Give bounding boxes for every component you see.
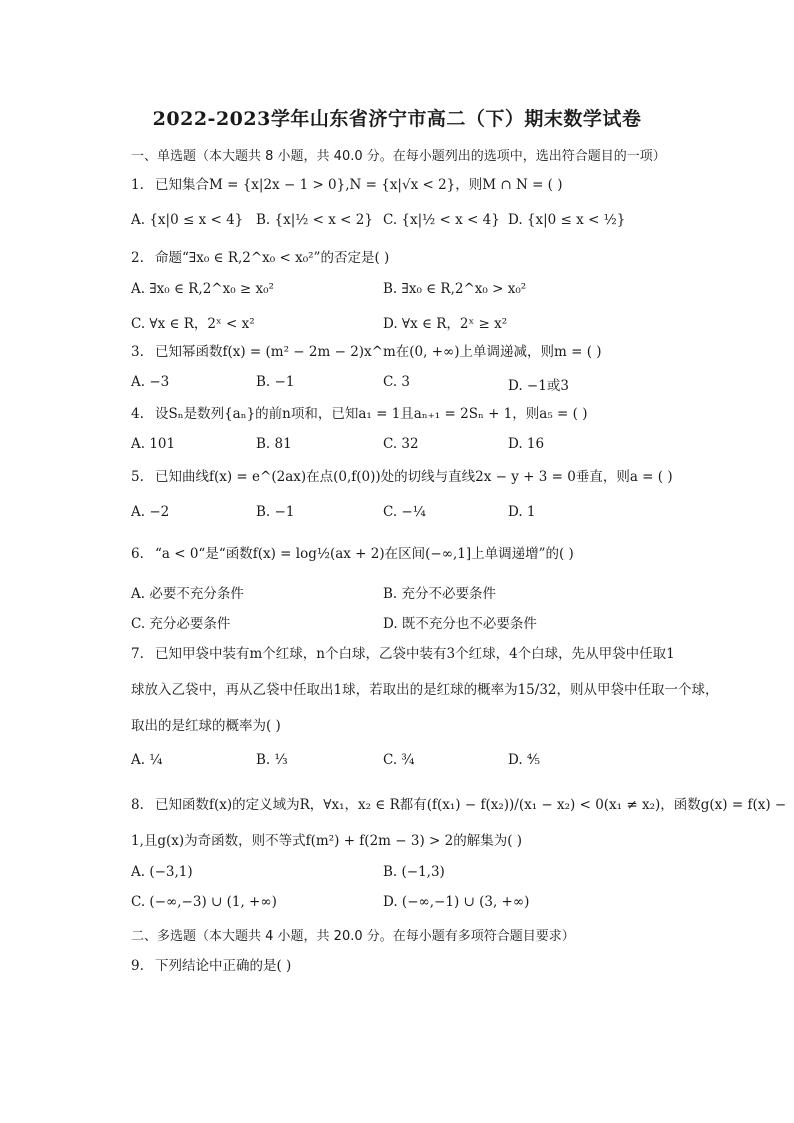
option-a: A. ¼ (131, 752, 163, 768)
question-8-line-2: 1,且g(x)为奇函数，则不等式f(m²) + f(2m − 3) > 2的解集为( ) (131, 833, 523, 849)
options-q5 (131, 504, 691, 526)
option-c: C. ¾ (383, 752, 415, 768)
option-d: D. 既不充分也不必要条件 (383, 616, 537, 632)
question-text: 已知集合M = {x|2x − 1 > 0},N = {x|√x < 2}，则M ∩ N = ( ) (155, 177, 563, 193)
question-number: 3. (131, 344, 144, 360)
option-a: A. −2 (131, 504, 170, 520)
question-9 (131, 949, 691, 983)
question-3 (131, 335, 691, 369)
option-a: A. {x|0 ≤ x < 4} (131, 212, 244, 228)
question-text: 下列结论中正确的是( ) (155, 958, 292, 974)
option-d: D. {x|0 ≤ x < ½} (508, 212, 626, 228)
question-number: 2. (131, 250, 144, 266)
options-q6-row2 (131, 612, 691, 634)
option-a: A. ∃x₀ ∈ R,2^x₀ ≥ x₀² (131, 281, 274, 297)
option-b: B. 充分不必要条件 (383, 586, 497, 602)
question-text: 设Sₙ是数列{aₙ}的前n项和，已知a₁ = 1且aₙ₊₁ = 2Sₙ + 1，则a₅ = ( ) (155, 406, 588, 422)
options-q3 (131, 374, 691, 396)
option-b: B. {x|½ < x < 2} (256, 212, 373, 228)
option-b: B. ∃x₀ ∈ R,2^x₀ > x₀² (383, 281, 527, 297)
question-2 (131, 241, 691, 275)
option-d: D. 16 (508, 436, 545, 452)
option-a: A. 101 (131, 436, 176, 452)
options-q1 (131, 212, 691, 234)
option-c: C. 32 (383, 436, 419, 452)
question-number: 8. (131, 797, 144, 813)
question-number: 1. (131, 177, 144, 193)
options-q2-row1 (131, 281, 691, 303)
option-b: B. 81 (256, 436, 292, 452)
options-q8-row1 (131, 864, 691, 886)
options-q2-row2 (131, 312, 691, 334)
question-1 (131, 168, 691, 202)
option-a: A. (−3,1) (131, 864, 193, 880)
question-7-line-2: 球放入乙袋中，再从乙袋中任取出1球，若取出的是红球的概率为15/32，则从甲袋中任取一个球， (131, 682, 719, 698)
question-7 (131, 637, 691, 671)
options-q8-row2 (131, 894, 691, 916)
option-a: A. 必要不充分条件 (131, 586, 244, 602)
option-b: B. −1 (256, 504, 295, 520)
option-a: A. −3 (131, 374, 170, 390)
question-6 (131, 537, 691, 571)
option-c: C. 充分必要条件 (131, 616, 231, 632)
options-q6-row1 (131, 582, 691, 604)
option-c: C. −¼ (383, 504, 426, 520)
options-q7 (131, 752, 691, 774)
question-number: 5. (131, 469, 144, 485)
question-text: 已知曲线f(x) = e^(2ax)在点(0,f(0))处的切线与直线2x − y + 3 = 0垂直，则a = ( ) (155, 469, 673, 485)
question-5 (131, 460, 691, 494)
option-d: D. 1 (508, 504, 536, 520)
section-heading-multiple-choice: 二、多选题（本大题共 4 小题，共 20.0 分。在每小题有多项符合题目要求） (131, 929, 575, 944)
option-b: B. (−1,3) (383, 864, 445, 880)
option-d: D. ⅘ (508, 752, 541, 768)
question-text: 已知幂函数f(x) = (m² − 2m − 2)x^m在(0, +∞)上单调递减，则m = ( ) (155, 344, 602, 360)
question-text: “a < 0“是“函数f(x) = log½(ax + 2)在区间(−∞,1]上单调递增”的( ) (155, 546, 574, 562)
option-b: B. −1 (256, 374, 295, 390)
question-4 (131, 397, 691, 431)
page-title: 2022-2023学年山东省济宁市高二（下）期末数学试卷 (152, 108, 642, 130)
question-text: 命题“∃x₀ ∈ R,2^x₀ < x₀²”的否定是( ) (155, 250, 390, 266)
section-heading-single-choice: 一、单选题（本大题共 8 小题，共 40.0 分。在每小题列出的选项中，选出符合题目的一项） (131, 149, 666, 164)
option-c: C. {x|½ < x < 4} (383, 212, 500, 228)
option-d: D. ∀x ∈ R，2ˣ ≥ x² (383, 316, 508, 332)
options-q4 (131, 436, 691, 458)
question-text: 已知函数f(x)的定义域为R，∀x₁，x₂ ∈ R都有(f(x₁) − f(x₂))/(x₁ − x₂) < 0(x₁ ≠ x₂)，函数g(x) = f(x) − (155, 797, 787, 813)
question-number: 7. (131, 646, 144, 662)
question-7-line-3: 取出的是红球的概率为( ) (131, 718, 281, 734)
option-d: D. −1或3 (508, 378, 569, 394)
question-number: 4. (131, 406, 144, 422)
option-c: C. (−∞,−3) ∪ (1, +∞) (131, 894, 277, 910)
question-8 (131, 788, 787, 822)
option-c: C. 3 (383, 374, 411, 390)
question-number: 6. (131, 546, 144, 562)
question-number: 9. (131, 958, 144, 974)
option-d: D. (−∞,−1) ∪ (3, +∞) (383, 894, 530, 910)
option-b: B. ⅓ (256, 752, 288, 768)
question-text: 已知甲袋中装有m个红球，n个白球，乙袋中装有3个红球，4个白球，先从甲袋中任取1 (155, 646, 675, 662)
option-c: C. ∀x ∈ R，2ˣ < x² (131, 316, 255, 332)
